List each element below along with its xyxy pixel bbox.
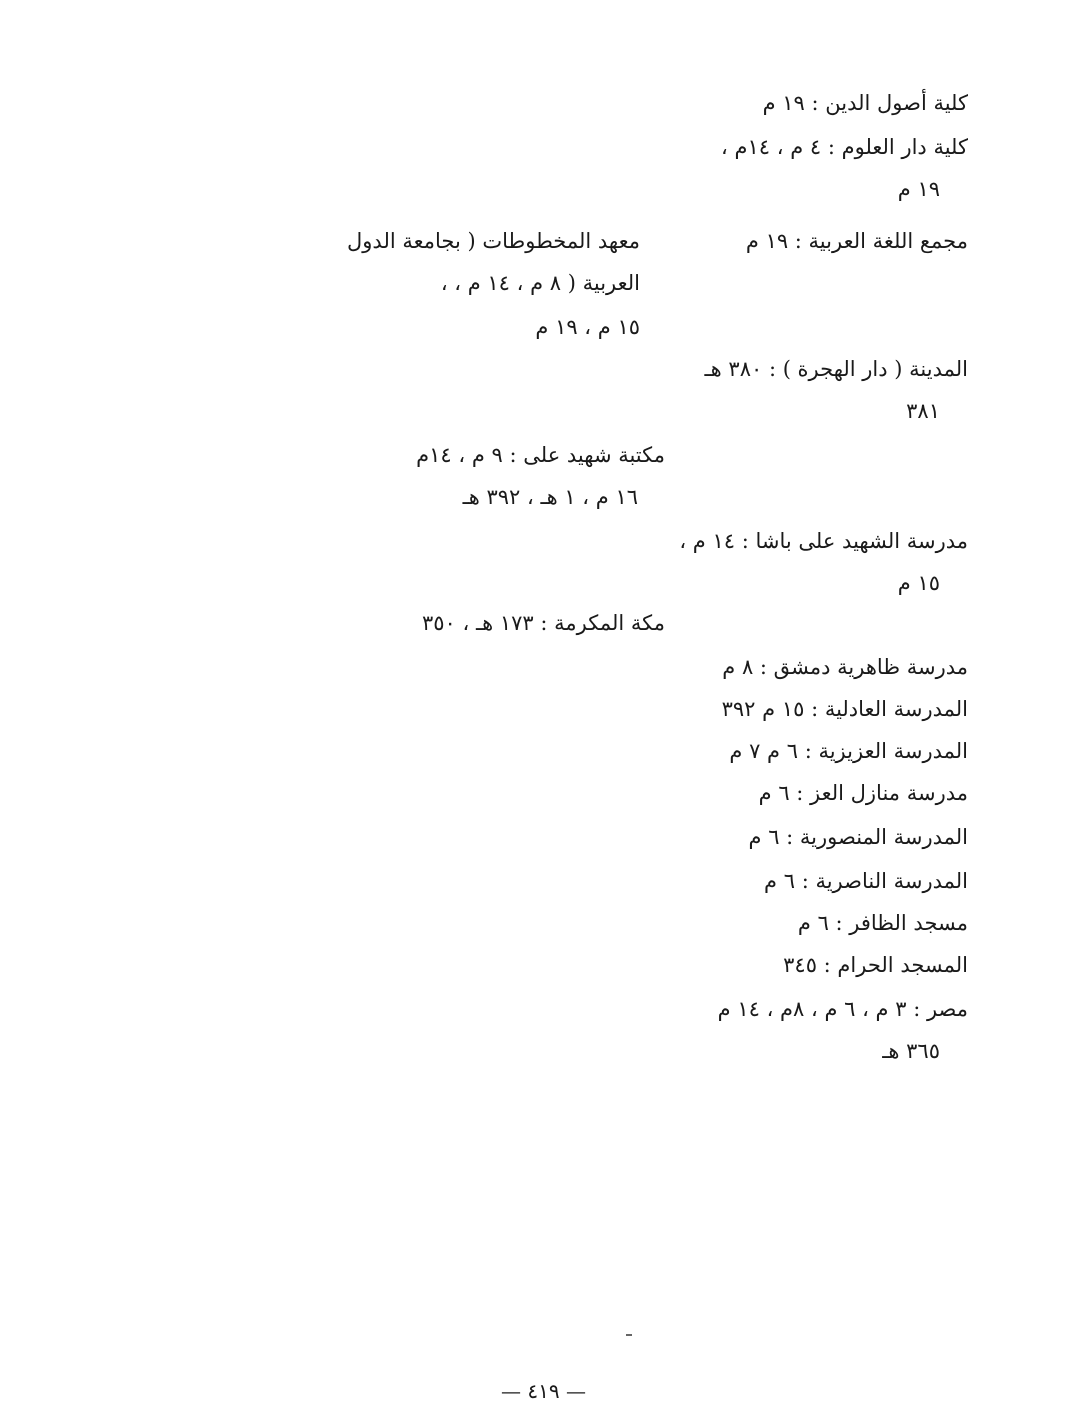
index-entry-continuation: ١٥ م ، ١٩ م — [535, 315, 640, 339]
index-entry: مكتبة شهيد على : ٩ م ، ١٤م — [416, 443, 665, 467]
index-entry-continuation: ١٩ م — [897, 177, 940, 201]
index-entry-continuation: العربية ( ٨ م ، ١٤ م ، ، — [440, 271, 640, 295]
index-entry-continuation: ١٦ م ، ١ هـ ، ٣٩٢ هـ — [462, 485, 638, 509]
index-entry: المدرسة المنصورية : ٦ م — [748, 825, 968, 849]
index-entry: مجمع اللغة العربية : ١٩ م — [745, 229, 968, 253]
index-entry: كلية أصول الدين : ١٩ م — [762, 91, 968, 115]
index-entry: المدينة ( دار الهجرة ) : ٣٨٠ هـ — [704, 357, 968, 381]
index-entry: مدرسة منازل العز : ٦ م — [758, 781, 968, 805]
index-entry-continuation: ٣٨١ — [906, 399, 940, 423]
index-entry: مصر : ٣ م ، ٦ م ، ٨م ، ١٤ م — [717, 997, 968, 1021]
index-entry: المدرسة العادلية : ١٥ م ٣٩٢ — [721, 697, 968, 721]
index-entry: مكة المكرمة : ١٧٣ هـ ، ٣٥٠ — [422, 611, 665, 635]
index-entry-continuation: ١٥ م — [897, 571, 940, 595]
index-entry: مدرسة ظاهرية دمشق : ٨ م — [722, 655, 968, 679]
index-entry: معهد المخطوطات ( بجامعة الدول — [347, 229, 640, 253]
index-entry-continuation: ٣٦٥ هـ — [882, 1039, 940, 1063]
index-entry: كلية دار العلوم : ٤ م ، ١٤م ، — [721, 135, 968, 159]
index-entry: المسجد الحرام : ٣٤٥ — [783, 953, 968, 977]
page-number: — ٤١٩ — — [501, 1379, 586, 1403]
index-entry: مسجد الظافر : ٦ م — [797, 911, 968, 935]
index-entry: المدرسة العزيزية : ٦ م ٧ م — [729, 739, 968, 763]
index-entry: مدرسة الشهيد على باشا : ١٤ م ، — [679, 529, 968, 553]
ink-mark — [626, 1334, 632, 1336]
index-entry: المدرسة الناصرية : ٦ م — [764, 869, 968, 893]
